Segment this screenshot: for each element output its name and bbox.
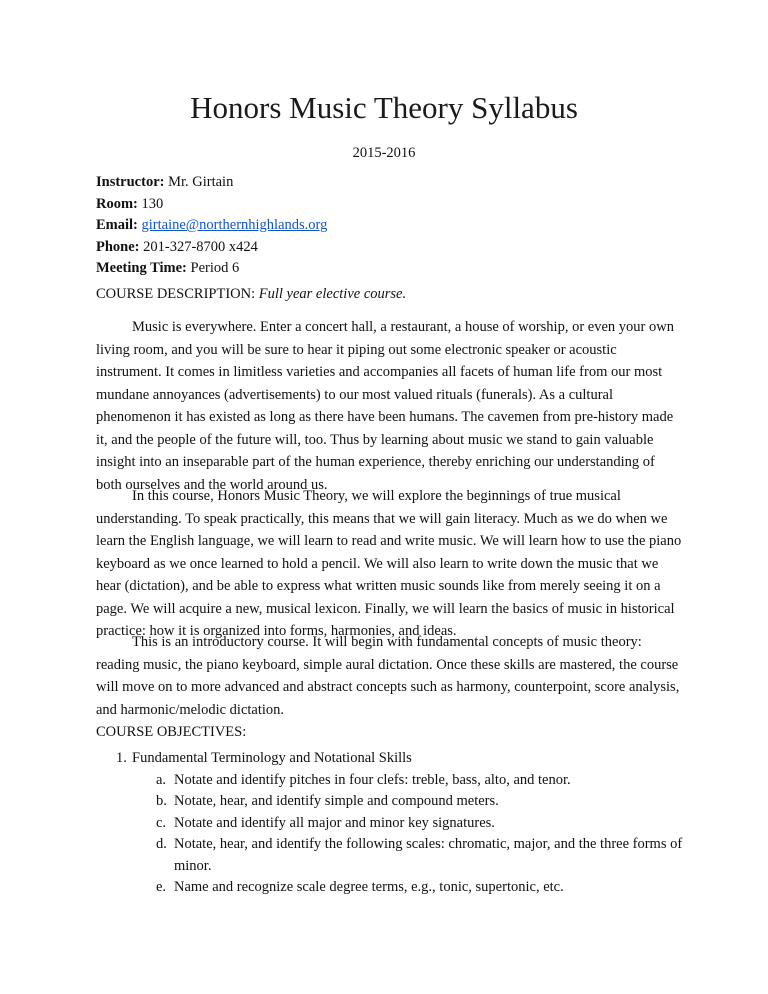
instructor-info [96, 172, 327, 280]
description-subheading: Full year elective course. [258, 286, 407, 302]
meeting-line [96, 258, 327, 280]
email-label: Email: [96, 217, 138, 233]
objective-subitem [96, 813, 696, 835]
objective-subitem [96, 770, 696, 792]
subitem-letter: a. [156, 771, 167, 788]
subitem-text: Notate and identify all major and minor key signatures. [174, 814, 495, 831]
description-heading-label: COURSE DESCRIPTION: [96, 286, 256, 302]
instructor-label: Instructor: [96, 174, 165, 190]
phone-label: Phone: [96, 238, 140, 255]
objective-subitems [96, 770, 696, 899]
room-label: Room: [96, 195, 138, 212]
course-description-heading [96, 284, 406, 304]
objective-subitem [96, 791, 696, 813]
subitem-letter: c. [156, 814, 167, 831]
objective-number: 1. [116, 750, 127, 766]
objective-subitem [96, 834, 696, 877]
email-link[interactable]: girtaine@northernhighlands.org [141, 217, 328, 233]
subitem-letter: b. [156, 793, 167, 809]
email-line [96, 215, 327, 237]
meeting-time: Period 6 [190, 260, 240, 276]
page-title: Honors Music Theory Syllabus [190, 90, 578, 125]
objectives-list [96, 748, 696, 899]
subitem-letter: d. [156, 836, 167, 852]
objective-text: Fundamental Terminology and Notational Skills [132, 750, 412, 766]
objective-item [96, 748, 696, 770]
subitem-text: Name and recognize scale degree terms, e.g., tonic, supertonic, etc. [174, 879, 564, 895]
objective-subitem [96, 877, 696, 899]
subitem-text: Notate, hear, and identify simple and compound meters. [174, 793, 499, 809]
subitem-text: Notate, hear, and identify the following scales: chromatic, major, and the three forms of minor. [174, 836, 683, 874]
course-objectives-heading: COURSE OBJECTIVES: [96, 724, 247, 740]
description-paragraph: Music is everywhere. Enter a concert hall, a restaurant, a house of worship, or even your own living room, and you will be sure to hear it piping out some electronic speaker or acoustic instrument. It comes in limitless varieties and accompanies all facets of human life from our most mundane annoyances (advertisements) to our most valued rituals (funerals). As a cultural phenomenon it has existed as long as there have been humans. The cavemen from pre-history made it, and the people of the future will, too. Thus by learning about music we stand to gain valuable insight into an inseparable part of the human experience, thereby enriching our understanding of both ourselves and the world around us. [96, 319, 674, 493]
description-paragraph: In this course, Honors Music Theory, we will explore the beginnings of true musical understanding. To speak practically, this means that we will gain literacy. Much as we do when we learn the English language, we will learn to read and write music. We will learn how to use the piano keyboard as we once learned to hold a pencil. We will also learn to write down the music that we hear (dictation), and be able to express what written music sounds like from merely seeing it on a page. We will acquire a new, musical lexicon. Finally, we will learn the basics of music in historical practice: how it is organized into forms, harmonies, and ideas. [96, 488, 682, 639]
room-line [96, 194, 327, 216]
room-number: 130 [141, 195, 164, 212]
meeting-label: Meeting Time: [96, 260, 187, 276]
school-year: 2015-2016 [352, 145, 416, 161]
description-paragraph: This is an introductory course. It will begin with fundamental concepts of music theory: reading music, the piano keyboard, simple aural dictation. Once these skills are mastered, the course will move on to more advanced and abstract concepts such as harmony, counterpoint, score analysis, and harmonic/melodic dictation. [96, 634, 680, 718]
phone-number: 201-327-8700 x424 [143, 238, 258, 255]
subitem-letter: e. [156, 879, 167, 895]
phone-line [96, 237, 327, 259]
instructor-line [96, 172, 327, 194]
subitem-text: Notate and identify pitches in four clefs: treble, bass, alto, and tenor. [174, 771, 571, 788]
instructor-name: Mr. Girtain [168, 174, 234, 190]
